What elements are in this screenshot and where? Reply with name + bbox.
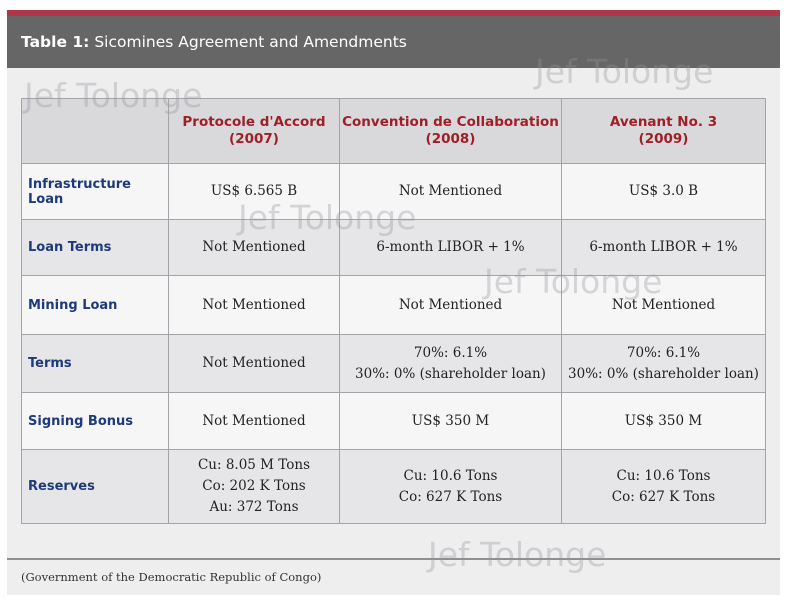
row-label: Reserves — [22, 450, 169, 524]
cell-line: Cu: 10.6 Tons — [616, 467, 711, 484]
table-cell — [562, 276, 766, 335]
watermark: Jef Tolonge — [238, 198, 417, 237]
cell-line: Co: 202 K Tons — [202, 478, 306, 494]
table-row — [22, 393, 766, 450]
table-cell — [340, 164, 562, 220]
header-corner — [22, 99, 169, 164]
row-label: Infrastructure Loan — [22, 164, 169, 220]
table-title-bar — [7, 16, 780, 68]
cell-line: 30%: 0% (shareholder loan) — [568, 365, 759, 382]
table-cell — [169, 220, 340, 276]
table-cell — [169, 276, 340, 335]
table-cell — [562, 335, 766, 393]
footer-rule — [7, 558, 780, 560]
cell-line: Co: 627 K Tons — [611, 488, 716, 505]
column-header: Convention de Collaboration (2008) — [340, 99, 562, 164]
table-title: Sicomines Agreement and Amendments — [94, 33, 407, 51]
table-cell — [340, 393, 562, 450]
table-cell — [562, 220, 766, 276]
cell-line: Cu: 10.6 Tons — [403, 467, 498, 484]
cell-line: Not Mentioned — [611, 296, 716, 313]
cell-line: Not Mentioned — [202, 239, 306, 255]
header-row — [22, 99, 766, 164]
cell-line: US$ 350 M — [624, 412, 703, 429]
watermark: Jef Tolonge — [484, 262, 663, 301]
cell-line: US$ 350 M — [411, 412, 490, 429]
table-cell — [562, 450, 766, 524]
cell-line: Not Mentioned — [398, 183, 503, 199]
row-label: Terms — [22, 335, 169, 393]
cell-line: US$ 6.565 B — [210, 183, 298, 199]
table-cell — [340, 220, 562, 276]
table-number: Table 1: — [21, 33, 90, 51]
cell-line: Not Mentioned — [202, 412, 306, 429]
row-label: Signing Bonus — [22, 393, 169, 450]
table-cell — [562, 164, 766, 220]
watermark: Jef Tolonge — [535, 52, 714, 91]
table-cell — [340, 276, 562, 335]
table-row — [22, 450, 766, 524]
row-label: Mining Loan — [22, 276, 169, 335]
table-cell — [340, 450, 562, 524]
cell-line: 70%: 6.1% — [413, 344, 488, 361]
table-row — [22, 164, 766, 220]
cell-line: Not Mentioned — [398, 296, 503, 313]
cell-line: Not Mentioned — [202, 355, 306, 371]
table-row — [22, 276, 766, 335]
table-cell — [169, 393, 340, 450]
cell-line: 6-month LIBOR + 1% — [589, 239, 738, 255]
cell-line: Au: 372 Tons — [209, 499, 299, 515]
sicomines-table — [21, 98, 766, 524]
table-cell — [169, 164, 340, 220]
cell-line: 70%: 6.1% — [626, 344, 701, 361]
column-header: Avenant No. 3 (2009) — [562, 99, 766, 164]
table-container — [21, 98, 765, 524]
table-row — [22, 335, 766, 393]
cell-line: Co: 627 K Tons — [398, 488, 503, 505]
column-header: Protocole d'Accord (2007) — [169, 99, 340, 164]
cell-line: Not Mentioned — [202, 296, 306, 313]
watermark: Jef Tolonge — [428, 535, 607, 574]
table-cell — [169, 335, 340, 393]
cell-line: 30%: 0% (shareholder loan) — [355, 365, 546, 382]
cell-line: US$ 3.0 B — [628, 183, 699, 199]
table-cell — [340, 335, 562, 393]
cell-line: 6-month LIBOR + 1% — [376, 239, 525, 255]
table-row — [22, 220, 766, 276]
watermark: Jef Tolonge — [24, 76, 203, 115]
source-note: (Government of the Democratic Republic of Congo) — [21, 570, 322, 584]
row-label: Loan Terms — [22, 220, 169, 276]
table-cell — [169, 450, 340, 524]
table-cell — [562, 393, 766, 450]
cell-line: Cu: 8.05 M Tons — [197, 457, 311, 473]
